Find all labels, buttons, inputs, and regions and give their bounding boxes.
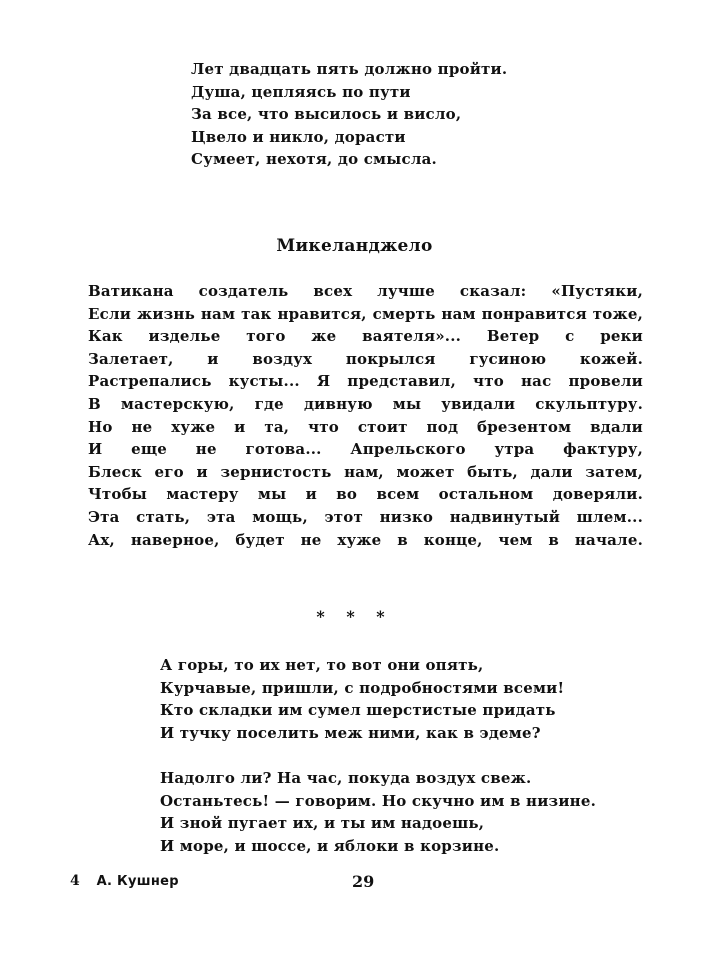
poem-line: В мастерскую, где дивную мы увидали скульптуру.	[88, 394, 643, 413]
poem-line: Растрепались кусты... Я представил, что нас провели	[88, 372, 643, 391]
poem-3-stanza-2	[160, 767, 596, 857]
poem-line: А горы, то их нет, то вот они опять,	[160, 656, 484, 674]
poem-line: Ватикана создатель всех лучше сказал: «Пустяки,	[88, 282, 643, 300]
printer-signature	[70, 873, 179, 889]
poem-title: Микеланджело	[276, 236, 433, 256]
poem-line: Сумеет, нехотя, до смысла.	[191, 150, 437, 169]
poem-line: Ах, наверное, будет не хуже в конце, чем в начале.	[88, 530, 643, 549]
poem-line: Надолго ли? На час, покуда воздух свеж.	[160, 769, 532, 787]
poem-line: И море, и шоссе, и яблоки в корзине.	[160, 836, 500, 855]
poem-line: Кто складки им сумел шерстистые придать	[160, 701, 556, 720]
poem-line: И еще не готова... Апрельского утра фактуру,	[88, 440, 643, 459]
poem-1-stanza	[191, 58, 507, 171]
signature-author: А. Кушнер	[96, 874, 179, 889]
poem-3-stanza-1	[160, 654, 564, 744]
poem-line: И зной пугает их, и ты им надоешь,	[160, 814, 485, 833]
poem-line: За все, что высилось и висло,	[191, 105, 462, 124]
poem-line: Но не хуже и та, что стоит под брезентом вдали	[88, 417, 643, 436]
section-separator: * * *	[316, 607, 393, 626]
poem-line: Если жизнь нам так нравится, смерть нам понравится тоже,	[88, 304, 643, 323]
poem-2-stanza	[88, 280, 643, 551]
poem-line: Лет двадцать пять должно пройти.	[191, 60, 508, 78]
poem-line: Цвело и никло, дорасти	[191, 127, 406, 146]
poem-line: Залетает, и воздух покрылся гусиною кожей.	[88, 349, 643, 368]
poem-line: Курчавые, пришли, с подробностями всеми!	[160, 678, 565, 697]
page-number: 29	[352, 872, 375, 891]
poem-line: Чтобы мастеру мы и во всем остальном доверяли.	[88, 485, 643, 504]
poem-line: Блеск его и зернистость нам, может быть, дали затем,	[88, 462, 643, 481]
poem-line: Останьтесь! — говорим. Но скучно им в низине.	[160, 791, 596, 810]
poem-line: Душа, цепляясь по пути	[191, 82, 411, 101]
poem-line: Эта стать, эта мощь, этот низко надвинутый шлем...	[88, 507, 643, 526]
signature-number: 4	[70, 873, 80, 889]
poem-line: И тучку поселить меж ними, как в эдеме?	[160, 723, 541, 742]
poem-line: Как изделье того же ваятеля»... Ветер с реки	[88, 327, 643, 346]
